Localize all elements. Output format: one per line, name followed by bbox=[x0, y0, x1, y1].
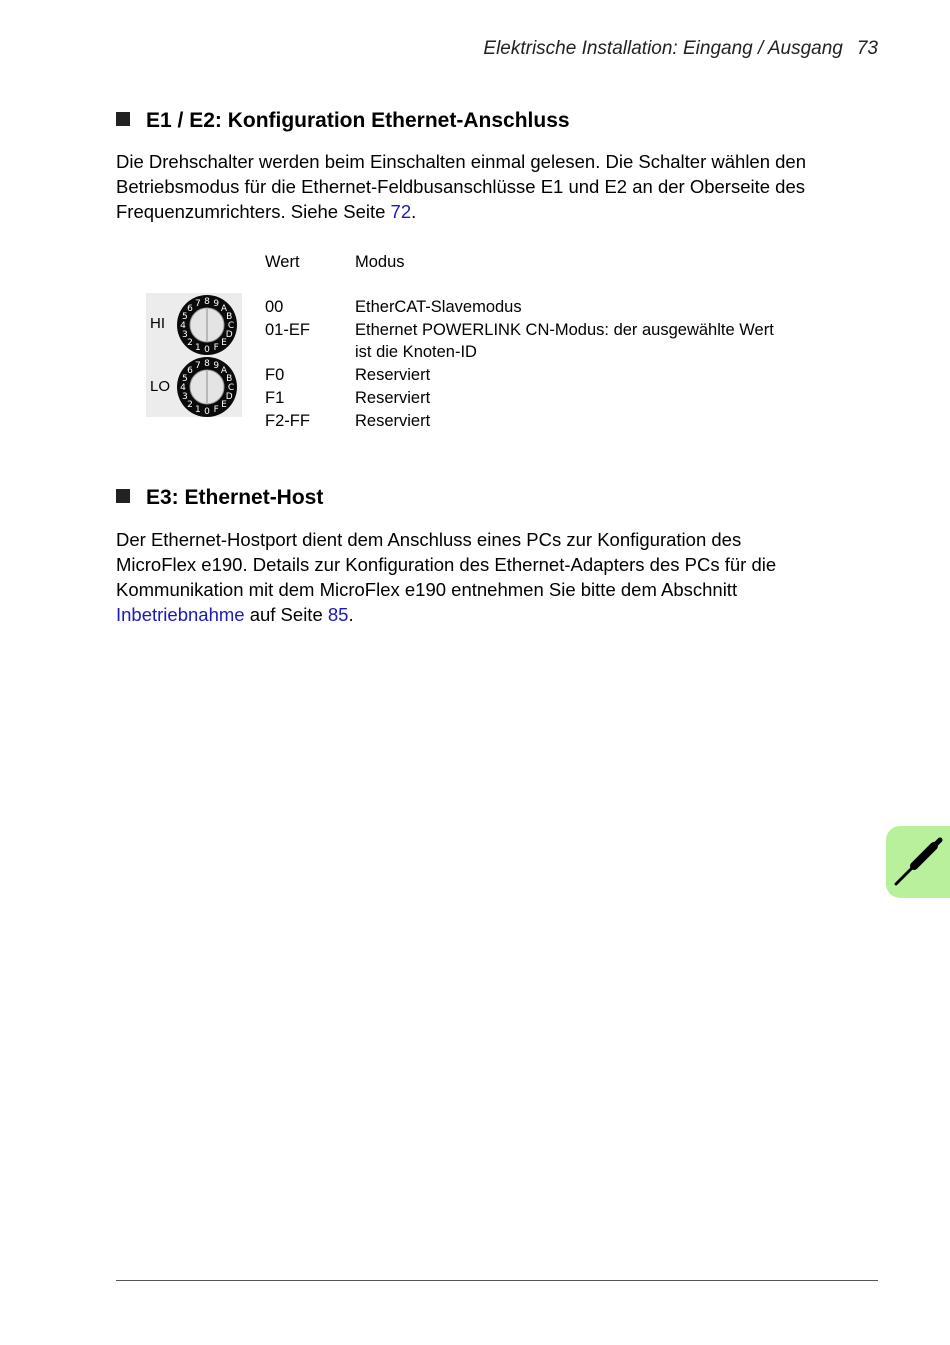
table-cell: Reserviert bbox=[355, 366, 431, 385]
dial-digit: D bbox=[225, 330, 233, 341]
dial-digit: B bbox=[226, 311, 233, 322]
section1-paragraph bbox=[116, 149, 886, 224]
page-link-85[interactable]: 85 bbox=[327, 604, 349, 625]
heading-text: E1 / E2: Konfiguration Ethernet-Anschluss bbox=[146, 109, 570, 132]
dial-digit: 1 bbox=[194, 405, 201, 416]
dial-digit: C bbox=[227, 321, 235, 331]
paragraph-line: MicroFlex e190. Details zur Konfiguration des Ethernet-Adapters des PCs für die bbox=[116, 554, 777, 575]
dial-digit: 6 bbox=[187, 304, 193, 315]
table-cell: ist die Knoten-ID bbox=[355, 343, 477, 362]
dial-digit: 3 bbox=[181, 330, 188, 341]
table-header-wert: Wert bbox=[265, 253, 300, 271]
table-cell bbox=[265, 341, 310, 364]
table-cell: Reserviert bbox=[355, 388, 431, 407]
paragraph-text: . bbox=[348, 604, 354, 625]
table-column-wert bbox=[265, 296, 310, 432]
dial-digit: 4 bbox=[180, 321, 186, 331]
dial-digit: 2 bbox=[187, 337, 193, 348]
chapter-tab bbox=[886, 826, 950, 898]
table-column-modus bbox=[355, 296, 774, 432]
rotary-switch-lo bbox=[175, 355, 239, 419]
page-link-72[interactable]: 72 bbox=[390, 201, 412, 222]
dial-digit: 4 bbox=[180, 383, 186, 393]
rotary-switch-hi bbox=[175, 293, 239, 357]
table-cell: 00 bbox=[265, 298, 284, 316]
paragraph-text: Frequenzumrichters. Siehe Seite bbox=[116, 201, 391, 222]
dial-digit: 8 bbox=[204, 359, 210, 369]
page-number: 73 bbox=[856, 38, 878, 59]
dial-digit: 0 bbox=[204, 345, 210, 355]
table-cell: Ethernet POWERLINK CN-Modus: der ausgewählte Wert bbox=[355, 320, 774, 339]
dial-digit: 5 bbox=[181, 373, 188, 384]
screwdriver-icon bbox=[886, 826, 950, 898]
dial-digit: 2 bbox=[187, 399, 193, 410]
dial-digit: C bbox=[227, 383, 235, 393]
dial-digit: 3 bbox=[181, 392, 188, 403]
dial-digit: A bbox=[220, 366, 228, 377]
paragraph-line: Betriebsmodus für die Ethernet-Feldbusanschlüsse E1 und E2 an der Oberseite des bbox=[116, 176, 806, 197]
dial-digit: D bbox=[225, 392, 233, 403]
dial-digit: 6 bbox=[187, 366, 193, 377]
dial-digit: E bbox=[221, 337, 227, 348]
page-header bbox=[483, 38, 878, 60]
header-title: Elektrische Installation: Eingang / Ausgang bbox=[483, 38, 843, 59]
heading-text: E3: Ethernet-Host bbox=[146, 486, 324, 509]
table-cell: F0 bbox=[265, 366, 285, 385]
paragraph-line bbox=[116, 602, 886, 627]
table-header-modus: Modus bbox=[355, 253, 405, 271]
paragraph-line: Die Drehschalter werden beim Einschalten einmal gelesen. Die Schalter wählen den bbox=[116, 151, 807, 172]
dial-digit: A bbox=[220, 304, 228, 315]
table-cell: EtherCAT-Slavemodus bbox=[355, 298, 522, 316]
table-cell: Reserviert bbox=[355, 411, 431, 430]
dial-digit: 7 bbox=[194, 360, 201, 371]
bullet-icon bbox=[116, 489, 130, 503]
table-cell: 01-EF bbox=[265, 320, 310, 339]
bullet-icon bbox=[116, 112, 130, 126]
section-heading-e1-e2 bbox=[116, 109, 570, 133]
dial-digit: 9 bbox=[213, 360, 220, 371]
dial-digit: 9 bbox=[213, 298, 220, 309]
dial-label-lo: LO bbox=[150, 378, 171, 395]
dial-digit: 7 bbox=[194, 298, 201, 309]
dial-digit: E bbox=[221, 399, 227, 410]
dial-digit: 5 bbox=[181, 311, 188, 322]
paragraph-line bbox=[116, 199, 886, 224]
paragraph-line: Kommunikation mit dem MicroFlex e190 entnehmen Sie bitte dem Abschnitt bbox=[116, 579, 738, 600]
table-cell: F2-FF bbox=[265, 411, 310, 430]
paragraph-text: auf Seite bbox=[244, 604, 328, 625]
dial-digit: F bbox=[213, 405, 219, 416]
rotary-switch-image bbox=[146, 293, 242, 417]
dial-digit: 0 bbox=[204, 407, 210, 417]
section2-paragraph bbox=[116, 527, 886, 627]
link-inbetriebnahme[interactable]: Inbetriebnahme bbox=[116, 604, 245, 625]
dial-label-hi: HI bbox=[150, 315, 165, 332]
footer-rule bbox=[116, 1280, 878, 1281]
dial-digit: 8 bbox=[204, 297, 210, 307]
dial-digit: F bbox=[213, 343, 219, 354]
paragraph-text: . bbox=[411, 201, 417, 222]
table-cell: F1 bbox=[265, 388, 285, 407]
section-heading-e3 bbox=[116, 486, 323, 510]
dial-digit: B bbox=[226, 373, 233, 384]
paragraph-line: Der Ethernet-Hostport dient dem Anschluss eines PCs zur Konfiguration des bbox=[116, 529, 742, 550]
dial-digit: 1 bbox=[194, 343, 201, 354]
